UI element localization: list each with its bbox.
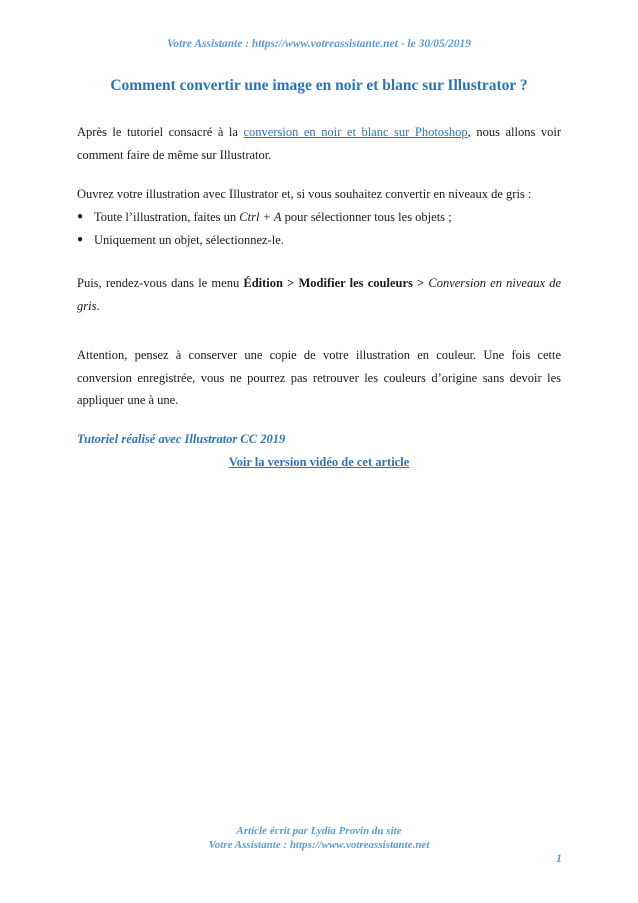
video-version-link[interactable]: Voir la version vidéo de cet article: [228, 455, 410, 469]
menu-edition: Édition: [243, 276, 283, 290]
instructions-paragraph: Ouvrez votre illustration avec Illustrator et, si vous souhaitez convertir en niveaux de gris :: [77, 187, 532, 201]
keyboard-shortcut: Ctrl + A: [239, 210, 282, 224]
menu-modify-colors: Modifier les couleurs: [298, 276, 413, 290]
bullet-dot-icon: ●: [77, 211, 84, 222]
footer-site-line: Votre Assistante : https://www.votreassistante.net: [208, 839, 430, 851]
list-item: [77, 206, 561, 229]
list-item-text: [94, 206, 452, 229]
menu-separator: >: [282, 276, 299, 290]
intro-text-after: , nous allons voir comment faire de même sur Illustrator.: [77, 125, 562, 162]
bullet-list: [77, 206, 561, 251]
menu-convert-grayscale: Conversion en niveaux de gris: [77, 276, 562, 313]
menu-path-text-after: .: [96, 298, 100, 313]
article-title: Comment convertir une image en noir et blanc sur Illustrator ?: [110, 77, 528, 94]
bullet-dot-icon: ●: [77, 233, 84, 245]
page-footer: [0, 824, 638, 852]
menu-path-text-before: Puis, rendez-vous dans le menu: [77, 276, 244, 290]
page-number: 1: [556, 851, 562, 865]
page-header: Votre Assistante : https://www.votreassistante.net - le 30/05/2019: [167, 38, 471, 50]
tutorial-note: Tutoriel réalisé avec Illustrator CC 2019: [77, 432, 286, 446]
list-item: [77, 229, 561, 252]
footer-author-line: Article écrit par Lydia Provin du site: [236, 825, 402, 837]
list-item-text-after: pour sélectionner tous les objets ;: [281, 210, 452, 224]
list-item-text: Uniquement un objet, sélectionnez-le.: [94, 232, 284, 247]
photoshop-article-link[interactable]: conversion en noir et blanc sur Photoshop: [243, 125, 468, 139]
menu-path-paragraph: [77, 272, 561, 317]
intro-paragraph: [77, 121, 561, 166]
menu-separator: >: [412, 276, 429, 290]
intro-text-before: Après le tutoriel consacré à la: [77, 125, 244, 139]
list-item-text-before: Toute l’illustration, faites un: [94, 210, 240, 224]
warning-paragraph: Attention, pensez à conserver une copie de votre illustration en couleur. Une fois cette conversion enregistrée, vous ne pourrez pas retrouver les couleurs d’origine sans devoir les appliquer une à une.: [77, 348, 561, 407]
